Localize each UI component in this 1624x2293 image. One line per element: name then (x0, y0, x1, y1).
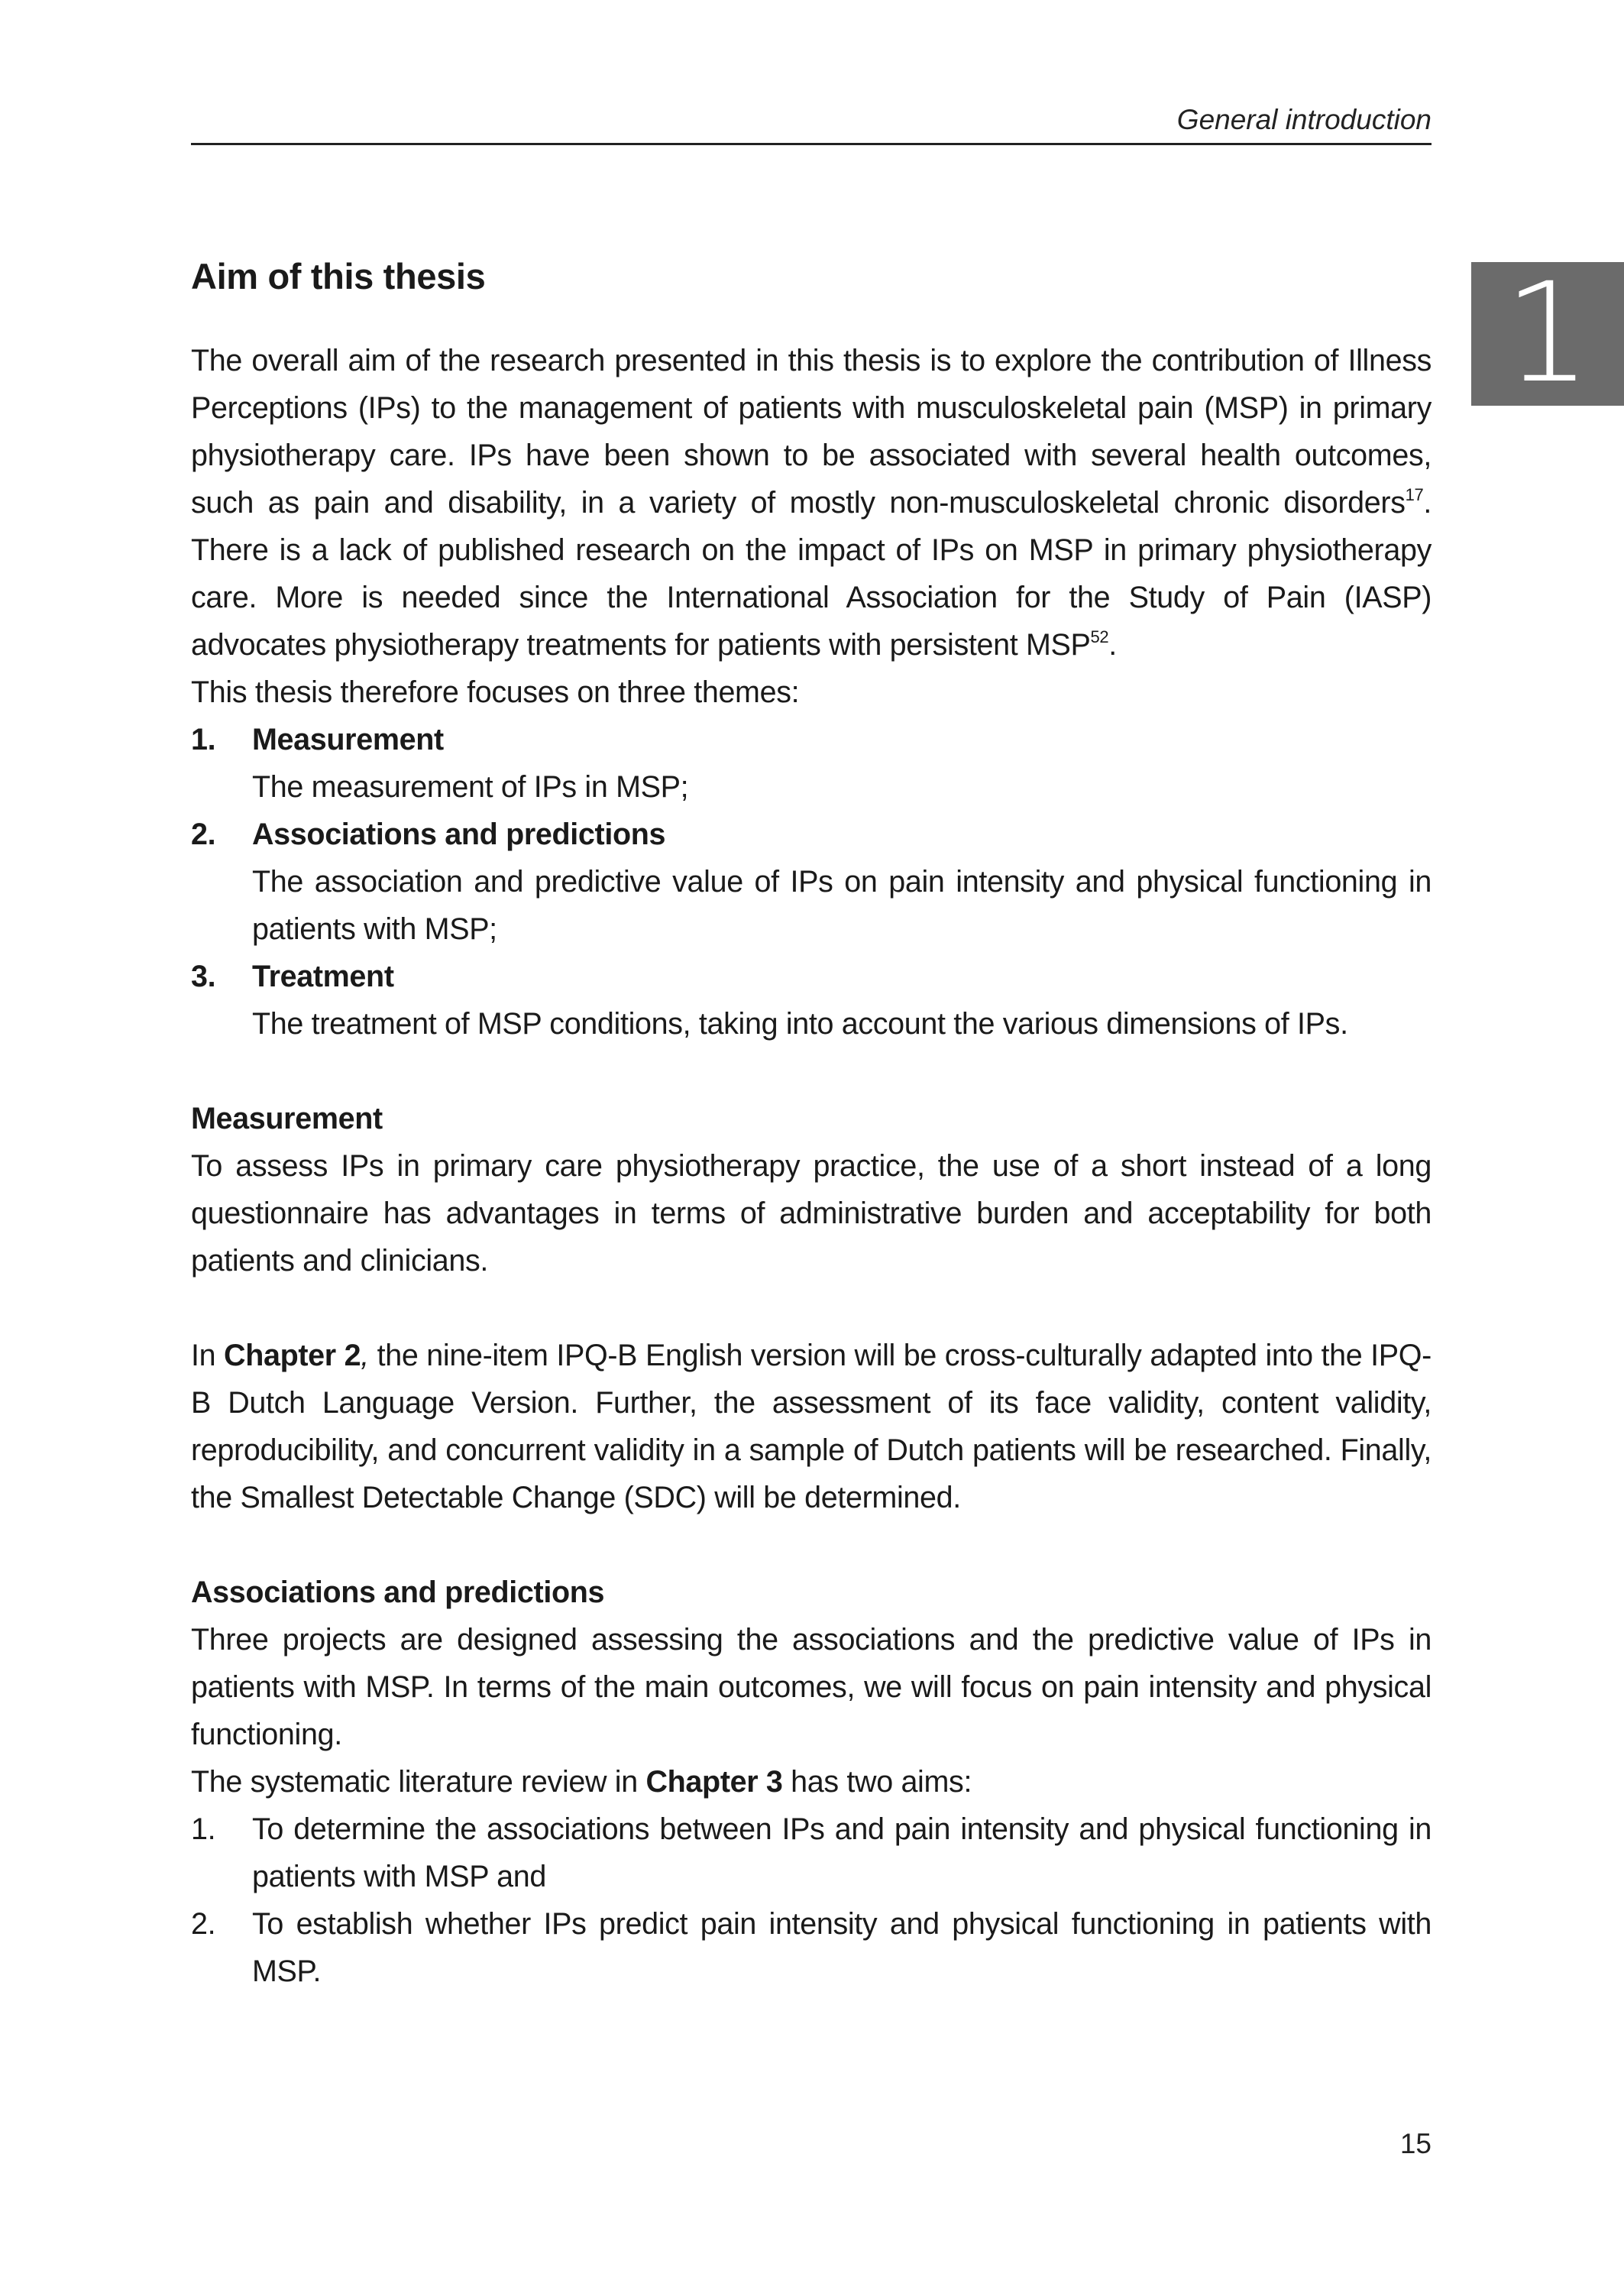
aim-item (191, 1900, 1432, 1995)
intro-paragraph (191, 337, 1432, 669)
themes-list (191, 716, 1432, 1048)
measurement-heading: Measurement (191, 1102, 383, 1135)
theme-item (191, 811, 1432, 953)
chapter3-suffix: has two aims: (782, 1765, 972, 1799)
measurement-paragraph: To assess IPs in primary care physiotherapy practice, the use of a short instead of a long questionnaire has advantages in terms of administrative burden and acceptability for both patients and clinicians. (191, 1149, 1432, 1278)
spacer (191, 1521, 1432, 1569)
associations-paragraph: Three projects are designed assessing the associations and the predictive value of IPs in patients with MSP. In terms of the main outcomes, we will focus on pain intensity and physical functioning. (191, 1623, 1432, 1751)
reference-52: 52 (1090, 627, 1109, 646)
chapter-number-tab (1471, 254, 1624, 413)
chapter2-text: the nine-item IPQ-B English version will be cross-culturally adapted into the IPQ-B Dutch Language Version. Further, the assessment of its face validity, content validity, reproducibility, and concurrent validity in a sample of Dutch patients will be researched. Finally, the Smallest Detectable Change (SDC) will be determined. (191, 1339, 1432, 1514)
aim-text: To establish whether IPs predict pain intensity and physical functioning in patients with MSP. (252, 1907, 1432, 1988)
aims-list (191, 1806, 1432, 1995)
spacer (191, 1048, 1432, 1095)
chapter2-prefix: In (191, 1339, 225, 1372)
spacer (191, 1284, 1432, 1332)
running-header-title: General introduction (1176, 104, 1432, 135)
section-title: Aim of this thesis (191, 256, 486, 296)
chapter3-prefix: The systematic literature review in (191, 1765, 646, 1799)
theme-item (191, 953, 1432, 1048)
chapter3-lead (191, 1758, 1432, 1806)
theme-number: 3. (191, 960, 216, 993)
intro-text-part-1: The overall aim of the research presented in this thesis is to explore the contribution of Illness Perceptions (IPs) to the management of patients with musculoskeletal pain (MSP) in primary physiotherapy care. IPs have been shown to be associated with several health outcomes, such as pain and disability, in a variety of mostly non-musculoskeletal chronic disorders (191, 344, 1432, 520)
page-number: 15 (1399, 2128, 1432, 2159)
header-divider (191, 143, 1432, 145)
chapter2-paragraph (191, 1332, 1432, 1521)
theme-item (191, 716, 1432, 811)
themes-lead: This thesis therefore focuses on three themes: (191, 675, 800, 709)
theme-description: The measurement of IPs in MSP; (252, 770, 689, 804)
theme-title: Treatment (252, 960, 394, 993)
aim-item (191, 1806, 1432, 1900)
reference-17: 17 (1405, 485, 1424, 504)
theme-title: Associations and predictions (252, 818, 666, 851)
intro-text-part-2: . There is a lack of published research on the impact of IPs on MSP in primary physiotherapy care. More is needed since the International Association for the Study of Pain (IASP) advocates physiotherapy treatments for patients with persistent MSP (191, 486, 1432, 662)
aim-text: To determine the associations between IPs and pain intensity and physical functioning in patients with MSP and (252, 1812, 1432, 1893)
chapter2-reference: Chapter 2 (224, 1339, 361, 1372)
theme-title: Measurement (252, 723, 444, 756)
chapter-number: 1 (1503, 254, 1592, 413)
aim-number: 1. (191, 1812, 216, 1846)
chapter3-reference: Chapter 3 (645, 1765, 783, 1799)
aim-number: 2. (191, 1907, 216, 1941)
page-content (191, 250, 1432, 1995)
theme-description: The association and predictive value of IPs on pain intensity and physical functioning in patients with MSP; (252, 865, 1432, 946)
theme-number: 2. (191, 818, 216, 851)
theme-number: 1. (191, 723, 216, 756)
theme-description: The treatment of MSP conditions, taking into account the various dimensions of IPs. (252, 1007, 1348, 1041)
chapter2-comma: , (361, 1339, 369, 1372)
intro-text-part-3: . (1108, 628, 1117, 662)
associations-heading: Associations and predictions (191, 1576, 605, 1609)
